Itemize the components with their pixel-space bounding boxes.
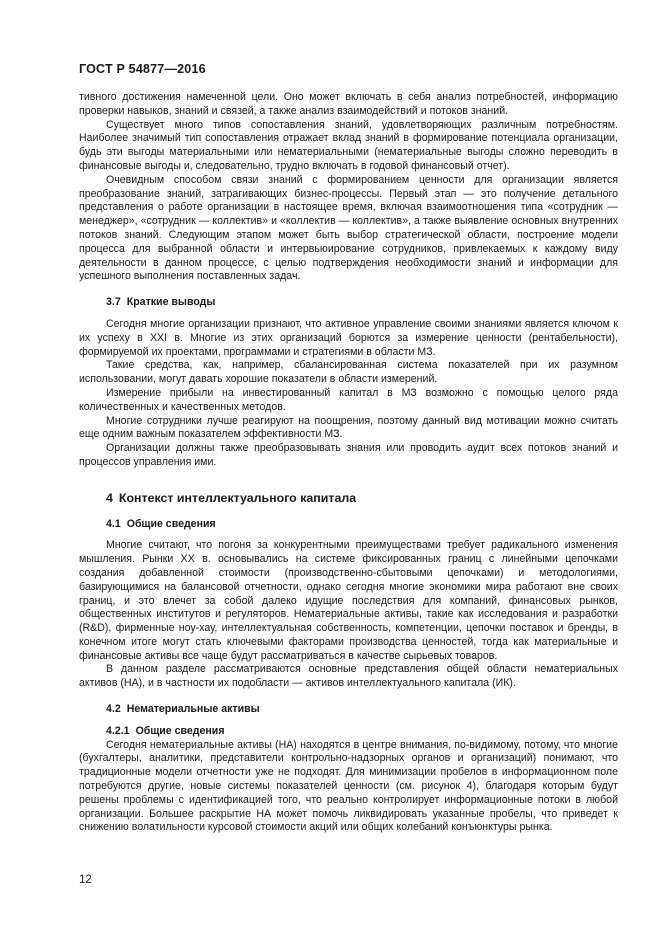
page-number: 12 [79,874,92,886]
section-heading-4: 4 Контекст интеллектуального капитала [106,490,357,505]
document-header: ГОСТ Р 54877—2016 [79,62,206,76]
paragraph: Очевидным способом связи знаний с формированием ценности для организации является преобразование знаний, затрагивающих бизнес-процессы. Первый этап — это получение детального представления о работе организации в настоящее время, включая взаимоотношения типа «сотрудник — менеджер», «сотрудник — коллектив» и «коллектив — коллектив», а также выявление основных внутренних потоков знаний. Следующим этапом может быть выбор стратегической области, построение модели процесса для выбранной области и интервьюирование сотрудников, привлекаемых к каждому виду деятельности в данном процессе, с целью подтверждения необходимости знаний и информации для успешного выполнения поставленных задач. [79,173,618,283]
paragraph: Такие средства, как, например, сбалансированная система показателей при их разумном использовании, могут давать хорошие показатели в области измерений. [79,359,618,386]
paragraph: Многие считают, что погоня за конкурентными преимуществами требует радикального изменения мышления. Рынки XX в. основывались на системе фиксированных границ с линейными цепочками создания добавленной стоимости (производственно-сбытовыми цепочками) и методологиями, базирующимися на балансовой отчетности, однако сегодня многие экономики мира работают вне своих границ, и это влечет за собой далеко идущие последствия для компаний, финансовых рынков, общественных институтов и регуляторов. Нематериальные активы, такие как исследования и разработки (R&D), фирменные ноу-хау, интеллектуальная собственность, компетенции, цепочки поставок и бренды, в конечном итоге могут стать ключевыми факторами производства ценностей, тогда как материальные и финансовые активы все чаще будут рассматриваться в качестве сырьевых товаров. [79,539,618,662]
paragraph: Сегодня нематериальные активы (НА) находятся в центре внимания, по-видимому, потому, что многие (бухгалтеры, аналитики, представители контрольно-надзорных органов и организаций) понимают, что традиционные модели отчетности уже не подходят. Для минимизации пробелов в информационном поле потребуются другие, новые системы показателей ценности (см. рисунок 4), благодаря которым будут решены проблемы с идентификацией того, что реально контролирует информационные потоки в любой организации. Большее раскрытие НА может помочь ликвидировать указанные пробелы, что приведет к снижению волатильности курсовой стоимости акций или общих колебаний конъюнктуры рынка. [79,738,618,834]
section-heading-4-2-1: 4.2.1 Общие сведения [106,724,225,737]
paragraph: Сегодня многие организации признают, что активное управление своими знаниями является ключом к их успеху в XXI в. Многие из этих организаций борются за измерение ценности (рентабельности), формируемой их проектами, программами и стратегиями в области МЗ. [79,317,618,358]
paragraph: Многие сотрудники лучше реагируют на поощрения, поэтому данный вид мотивации можно считать еще одним важным показателем эффективности МЗ. [79,414,618,441]
paragraph: тивного достижения намеченной цели. Оно может включать в себя анализ потребностей, информацию проверки навыков, знаний и связей, а также анализ взаимодействий и потоков знаний. [79,91,618,117]
section-heading-3-7: 3.7 Краткие выводы [106,296,216,309]
paragraph: Существует много типов сопоставления знаний, удовлетворяющих различным потребностям. Наиболее значимый тип сопоставления отражает вклад знаний в формирование потенциала организации, будь эти выгоды материальными или нематериальными (нематериальные выгоды сложно переводить в финансовые выгоды и, следовательно, трудно включать в годовой финансовый отчет). [79,118,618,172]
paragraph: Организации должны также преобразовывать знания или проводить аудит всех потоков знаний и процессов управления ими. [79,442,618,468]
section-heading-4-1: 4.1 Общие сведения [106,517,216,530]
paragraph: В данном разделе рассматриваются основные представления общей области нематериальных активов (НА), и в частности их подобласти — активов интеллектуального капитала (ИК). [79,663,618,690]
section-heading-4-2: 4.2 Нематериальные активы [106,703,260,716]
document-body [79,91,618,835]
paragraph: Измерение прибыли на инвестированный капитал в МЗ возможно с помощью целого ряда количественных и качественных методов. [79,386,618,413]
